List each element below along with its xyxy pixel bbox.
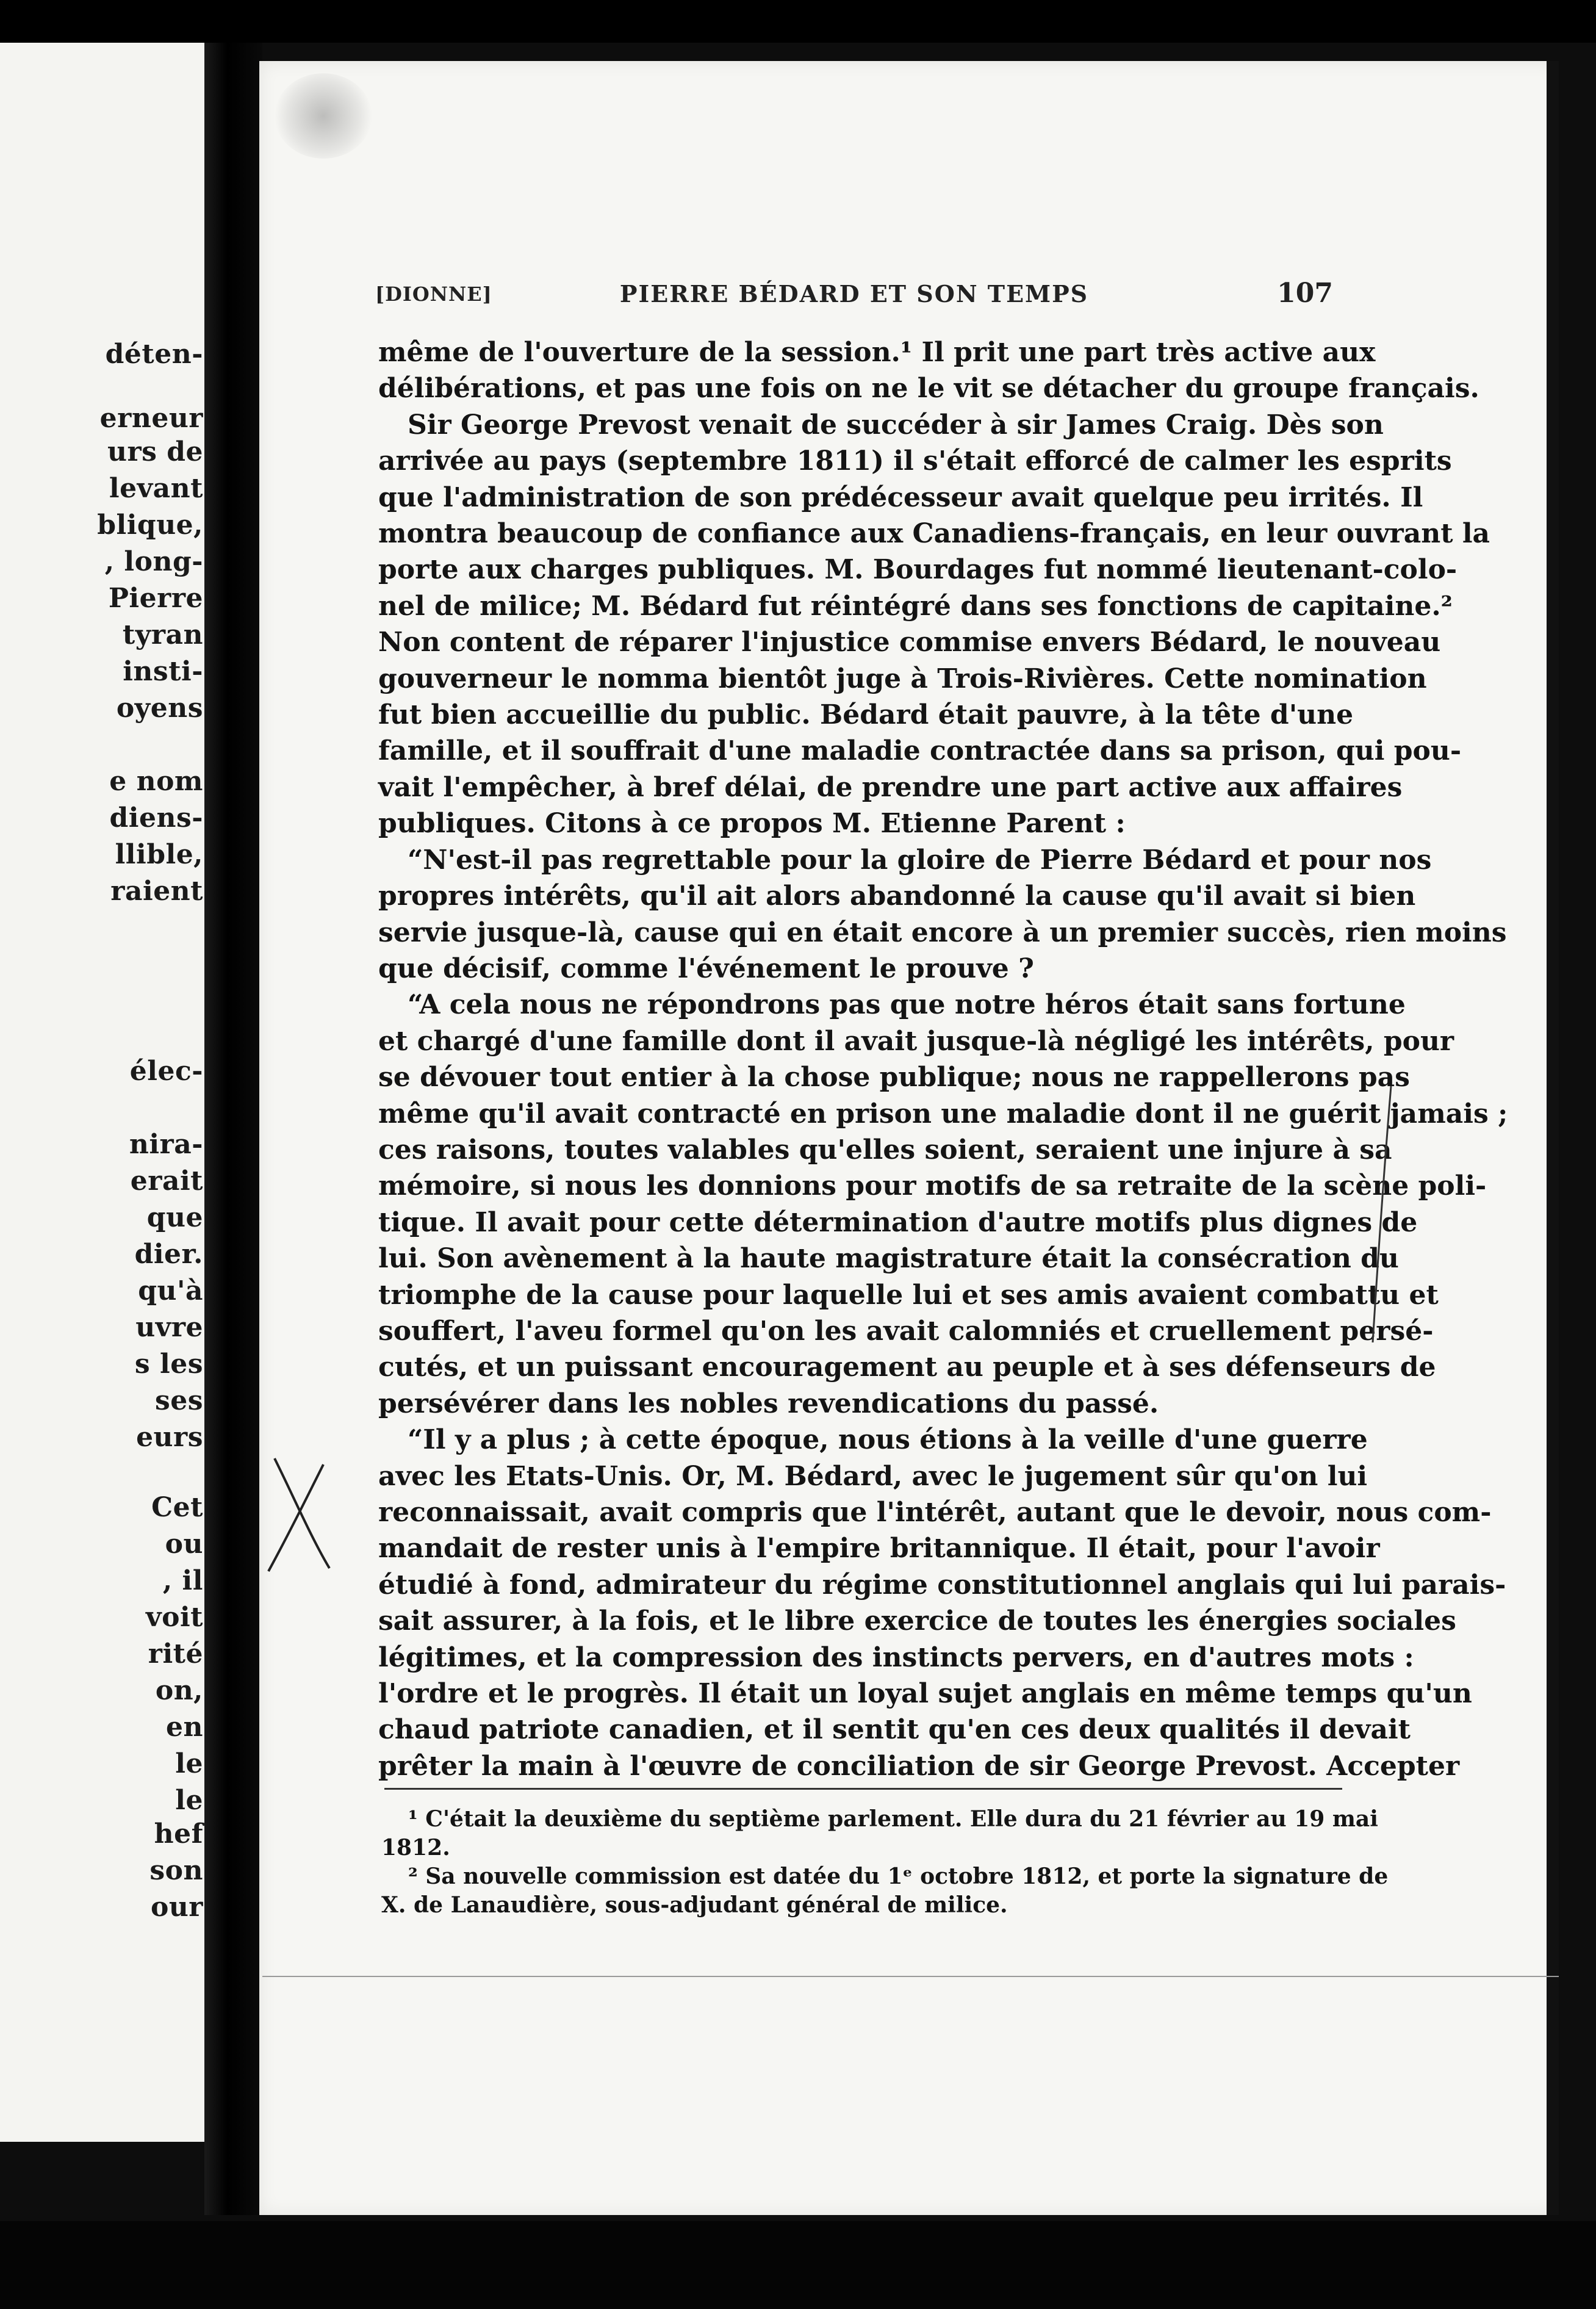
text-line: mémoire, si nous les donnions pour motifs de sa retraite de la scène poli- <box>378 1170 1487 1202</box>
pencil-margin-line <box>1367 1086 1403 1342</box>
text-line: triomphe de la cause pour laquelle lui et ses amis avaient combattu et <box>378 1279 1439 1311</box>
previous-page-line: ou <box>165 1529 203 1560</box>
text-line: servie jusque-là, cause qui en était encore à un premier succès, rien moins <box>378 917 1507 948</box>
page-bottom-rule <box>262 1976 1559 1977</box>
previous-page-line: oyens <box>116 693 203 724</box>
text-line: Sir George Prevost venait de succéder à sir James Craig. Dès son <box>408 409 1384 441</box>
text-line: “N'est-il pas regrettable pour la gloire de Pierre Bédard et pour nos <box>408 844 1432 876</box>
body-text <box>378 334 1508 1784</box>
text-line: “Il y a plus ; à cette époque, nous étions à la veille d'une guerre <box>408 1424 1368 1456</box>
previous-page-line: erait <box>130 1165 203 1197</box>
text-line: reconnaissait, avait compris que l'intérêt, autant que le devoir, nous com- <box>378 1497 1492 1528</box>
previous-page-line: tyran <box>122 619 203 650</box>
book-gutter <box>204 43 262 2215</box>
previous-page-fragment <box>0 43 210 2142</box>
previous-page-line: en <box>166 1712 203 1743</box>
text-line: tique. Il avait pour cette détermination d'autre motifs plus dignes de <box>378 1206 1418 1238</box>
text-line: même qu'il avait contracté en prison une maladie dont il ne guérit jamais ; <box>378 1098 1508 1129</box>
text-line: étudié à fond, admirateur du régime constitutionnel anglais qui lui parais- <box>378 1569 1506 1601</box>
previous-page-line: erneur <box>99 403 203 434</box>
page-header-title: PIERRE BÉDARD ET SON TEMPS <box>619 280 1089 308</box>
scanner-frame-top <box>0 0 1596 43</box>
footnotes <box>381 1805 1389 1920</box>
previous-page-line: levant <box>109 473 203 504</box>
author-tag: [DIONNE] <box>375 283 492 306</box>
previous-page-line: insti- <box>123 656 203 687</box>
footnote-line: ² Sa nouvelle commission est datée du 1ᵉ octobre 1812, et porte la signature de <box>408 1864 1389 1889</box>
previous-page-line: diens- <box>109 802 203 834</box>
previous-page-line: Pierre <box>108 583 203 614</box>
page-number: 107 <box>1277 278 1333 309</box>
previous-page-line: ses <box>154 1385 203 1416</box>
previous-page-line: déten- <box>105 339 203 370</box>
previous-page-line: uvre <box>135 1312 203 1343</box>
text-line: “A cela nous ne répondrons pas que notre héros était sans fortune <box>408 989 1406 1021</box>
text-line: l'ordre et le progrès. Il était un loyal sujet anglais en même temps qu'un <box>378 1678 1472 1710</box>
text-line: ces raisons, toutes valables qu'elles soient, seraient une injure à sa <box>378 1134 1392 1165</box>
text-line: porte aux charges publiques. M. Bourdages fut nommé lieutenant-colo- <box>378 554 1458 586</box>
text-line: cutés, et un puissant encouragement au peuple et à ses défenseurs de <box>378 1352 1436 1383</box>
previous-page-line: hef <box>154 1818 203 1850</box>
previous-page-line: le <box>175 1748 203 1779</box>
previous-page-line: son <box>149 1855 203 1886</box>
previous-page-line: que <box>146 1202 203 1233</box>
previous-page-line: dier. <box>134 1239 203 1270</box>
text-line: chaud patriote canadien, et il sentit qu'en ces deux qualités il devait <box>378 1714 1411 1746</box>
previous-page-line: voit <box>146 1602 203 1633</box>
previous-page-line: , long- <box>104 546 203 577</box>
footnote-line: ¹ C'était la deuxième du septième parlement. Elle dura du 21 février au 19 mai <box>408 1806 1378 1832</box>
previous-page-line: raient <box>110 876 203 907</box>
text-line: même de l'ouverture de la session.¹ Il prit une part très active aux <box>378 337 1376 368</box>
previous-page-line: élec- <box>129 1056 203 1087</box>
text-line: prêter la main à l'œuvre de conciliation de sir George Prevost. Accepter <box>378 1750 1460 1782</box>
pencil-x-mark <box>262 1452 336 1574</box>
text-line: lui. Son avènement à la haute magistrature était la consécration du <box>378 1243 1399 1275</box>
footnote-line: X. de Lanaudière, sous-adjudant général de milice. <box>381 1892 1008 1918</box>
previous-page-line: e nom <box>109 766 203 797</box>
text-line: et chargé d'une famille dont il avait jusque-là négligé les intérêts, pour <box>378 1025 1454 1057</box>
previous-page-line: s les <box>134 1349 203 1380</box>
text-line: gouverneur le nomma bientôt juge à Trois-Rivières. Cette nomination <box>378 663 1427 694</box>
text-line: nel de milice; M. Bédard fut réintégré dans ses fonctions de capitaine.² <box>378 590 1453 622</box>
text-line: que décisif, comme l'événement le prouve ? <box>378 953 1034 984</box>
text-line: mandait de rester unis à l'empire britannique. Il était, pour l'avoir <box>378 1533 1380 1565</box>
text-line: délibérations, et pas une fois on ne le vit se détacher du groupe français. <box>378 373 1479 405</box>
previous-page-line: rité <box>148 1638 203 1670</box>
previous-page-line: on, <box>155 1675 203 1706</box>
previous-page-line: our <box>150 1892 203 1923</box>
text-line: souffert, l'aveu formel qu'on les avait calomniés et cruellement persé- <box>378 1315 1434 1347</box>
previous-page-line: blique, <box>97 510 203 541</box>
text-line: avec les Etats-Unis. Or, M. Bédard, avec le jugement sûr qu'on lui <box>378 1460 1368 1492</box>
scanner-frame-bottom <box>0 2221 1596 2309</box>
previous-page-line: urs de <box>107 436 203 467</box>
text-line: Non content de réparer l'injustice commise envers Bédard, le nouveau <box>378 627 1441 658</box>
text-line: arrivée au pays (septembre 1811) il s'était efforcé de calmer les esprits <box>378 445 1452 477</box>
running-head <box>375 278 1333 314</box>
previous-page-line: qu'à <box>138 1275 203 1306</box>
text-line: propres intérêts, qu'il ait alors abandonné la cause qu'il avait si bien <box>378 881 1416 912</box>
previous-page-line: llible, <box>115 839 203 870</box>
page-edge <box>1547 61 1559 2215</box>
text-line: famille, et il souffrait d'une maladie contractée dans sa prison, qui pou- <box>378 735 1462 767</box>
text-line: fut bien accueillie du public. Bédard était pauvre, à la tête d'une <box>378 699 1354 731</box>
previous-page-line: , il <box>162 1565 203 1596</box>
previous-page-line: eurs <box>136 1422 203 1453</box>
previous-page-line: Cet <box>151 1492 203 1523</box>
text-line: persévérer dans les nobles revendications du passé. <box>378 1388 1159 1419</box>
text-line: se dévouer tout entier à la chose publique; nous ne rappellerons pas <box>378 1062 1410 1093</box>
previous-page-line: nira- <box>129 1129 203 1160</box>
text-line: montra beaucoup de confiance aux Canadiens-français, en leur ouvrant la <box>378 518 1490 550</box>
text-line: que l'administration de son prédécesseur avait quelque peu irrités. Il <box>378 481 1423 513</box>
text-line: publiques. Citons à ce propos M. Etienne Parent : <box>378 808 1126 840</box>
paper-stain <box>275 73 372 159</box>
previous-page-line: le <box>175 1785 203 1816</box>
text-line: légitimes, et la compression des instincts pervers, en d'autres mots : <box>378 1641 1414 1673</box>
footnote-divider <box>384 1788 1342 1790</box>
text-line: vait l'empêcher, à bref délai, de prendre une part active aux affaires <box>378 771 1403 803</box>
footnote-line: 1812. <box>381 1835 450 1861</box>
text-line: sait assurer, à la fois, et le libre exercice de toutes les énergies sociales <box>378 1605 1456 1637</box>
